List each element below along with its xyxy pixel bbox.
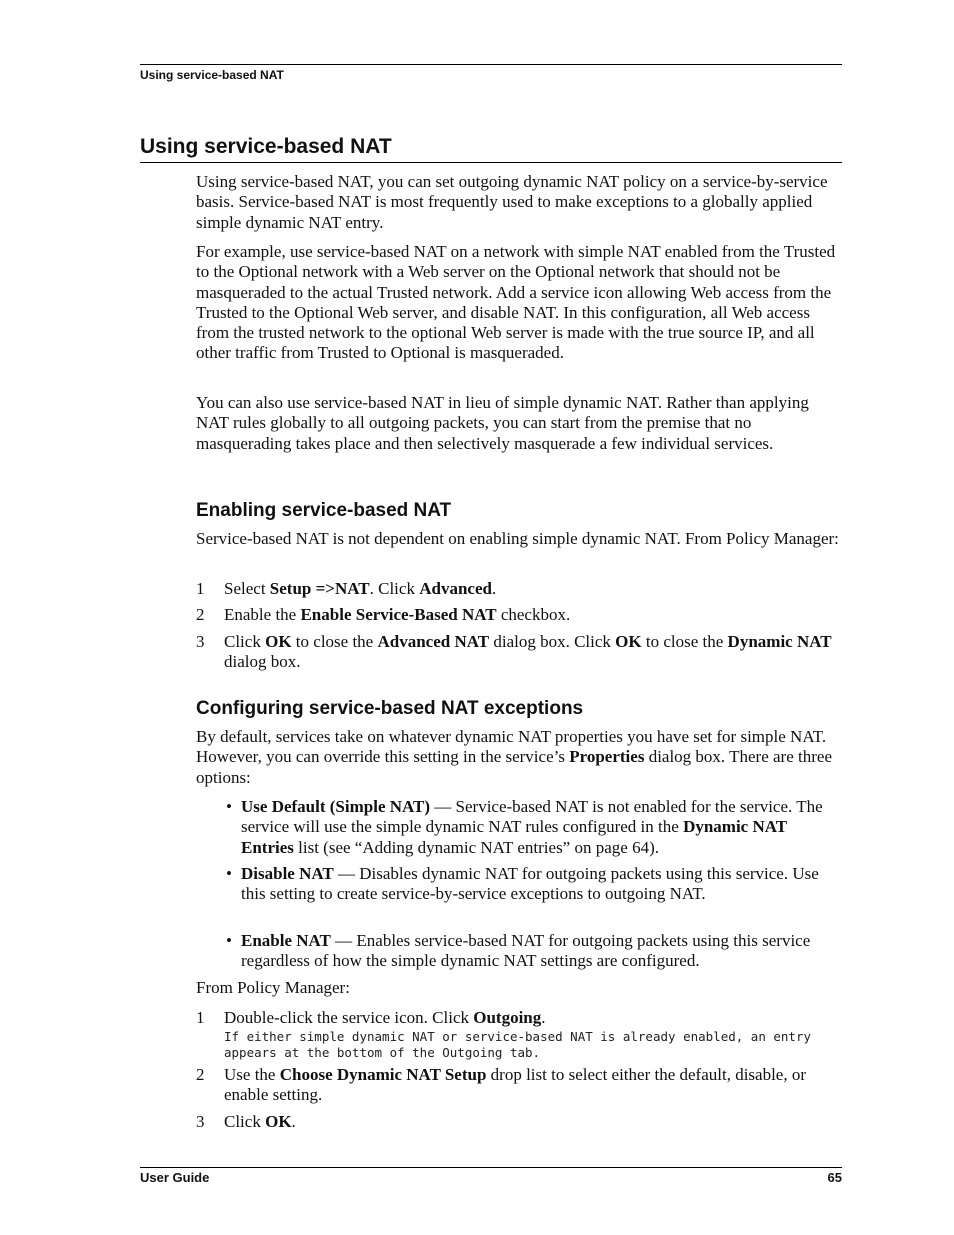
bullet-marker: •: [226, 864, 232, 883]
configuring-intro: By default, services take on whatever dynamic NAT properties you have set for simple NAT. However, you can override this setting in the service’s Properties dialog box. There are three options:: [196, 727, 832, 787]
footer-title: User Guide: [140, 1170, 210, 1185]
enabling-step-3: [196, 632, 842, 673]
running-header-title: Using service-based NAT: [140, 68, 284, 82]
option-enable-nat: [226, 931, 842, 972]
step-text: Click OK to close the Advanced NAT dialog box. Click OK to close the Dynamic NAT dialog box.: [224, 632, 832, 672]
bullet-marker: •: [226, 797, 232, 816]
intro-paragraph-2: For example, use service-based NAT on a network with simple NAT enabled from the Trusted to the Optional network with a Web server on the Optional network that should not be masqueraded to the actual Trusted network. Add a service icon allowing Web access from the Trusted to the Optional Web server, and disable NAT. In this configuration, all Web access from the trusted network to the optional Web server is made with the true source IP, and all other traffic from Trusted to Optional is masqueraded.: [196, 242, 836, 363]
step-text: Use the Choose Dynamic NAT Setup drop list to select either the default, disable, or enable setting.: [224, 1065, 807, 1105]
enabling-heading: Enabling service-based NAT: [196, 500, 452, 521]
running-footer: [140, 1167, 842, 1185]
intro-paragraph-1: Using service-based NAT, you can set outgoing dynamic NAT policy on a service-by-service basis. Service-based NAT is most frequently used to make exceptions to a globally applied simple dynamic NAT entry.: [196, 172, 828, 232]
configuring-step-1: [196, 1008, 842, 1028]
step-number: 3: [196, 632, 205, 651]
option-disable-nat: [226, 864, 842, 905]
page-number: 65: [827, 1170, 842, 1185]
step-number: 3: [196, 1112, 205, 1131]
running-header: [140, 64, 842, 82]
option-text: Use Default (Simple NAT) — Service-based NAT is not enabled for the service. The service will use the simple dynamic NAT rules configured in the Dynamic NAT Entries list (see “Adding dynamic NAT entries” on page 64).: [241, 797, 823, 857]
step-text: Enable the Enable Service-Based NAT checkbox.: [224, 605, 571, 624]
step-text: Click OK.: [224, 1112, 296, 1131]
section-title: Using service-based NAT: [140, 134, 842, 163]
intro-paragraph-3: You can also use service-based NAT in lieu of simple dynamic NAT. Rather than applying NAT rules globally to all outgoing packets, you can start from the premise that no masquerading takes place and then selectively masquerade a few individual services.: [196, 393, 809, 453]
step-number: 1: [196, 1008, 205, 1027]
bullet-marker: •: [226, 931, 232, 950]
option-text: Enable NAT — Enables service-based NAT for outgoing packets using this service regardless of how the simple dynamic NAT settings are configured.: [241, 931, 811, 971]
configuring-step-3: [196, 1112, 842, 1132]
configuring-heading: Configuring service-based NAT exceptions: [196, 698, 584, 719]
enabling-step-2: [196, 605, 842, 625]
configuring-step-2: [196, 1065, 842, 1106]
option-text: Disable NAT — Disables dynamic NAT for outgoing packets using this service. Use this setting to create service-by-service exceptions to outgoing NAT.: [241, 864, 819, 904]
step-number: 1: [196, 579, 205, 598]
option-use-default: [226, 797, 842, 858]
step-text: Select Setup =>NAT. Click Advanced.: [224, 579, 497, 598]
step-note: If either simple dynamic NAT or service-based NAT is already enabled, an entry appears at the bottom of the Outgoing tab.: [224, 1029, 811, 1060]
enabling-intro: Service-based NAT is not dependent on enabling simple dynamic NAT. From Policy Manager:: [196, 529, 839, 548]
step-number: 2: [196, 605, 205, 624]
enabling-step-1: [196, 579, 842, 599]
policy-manager-lead: From Policy Manager:: [196, 978, 350, 997]
step-number: 2: [196, 1065, 205, 1084]
step-text: Double-click the service icon. Click Outgoing.: [224, 1008, 546, 1027]
